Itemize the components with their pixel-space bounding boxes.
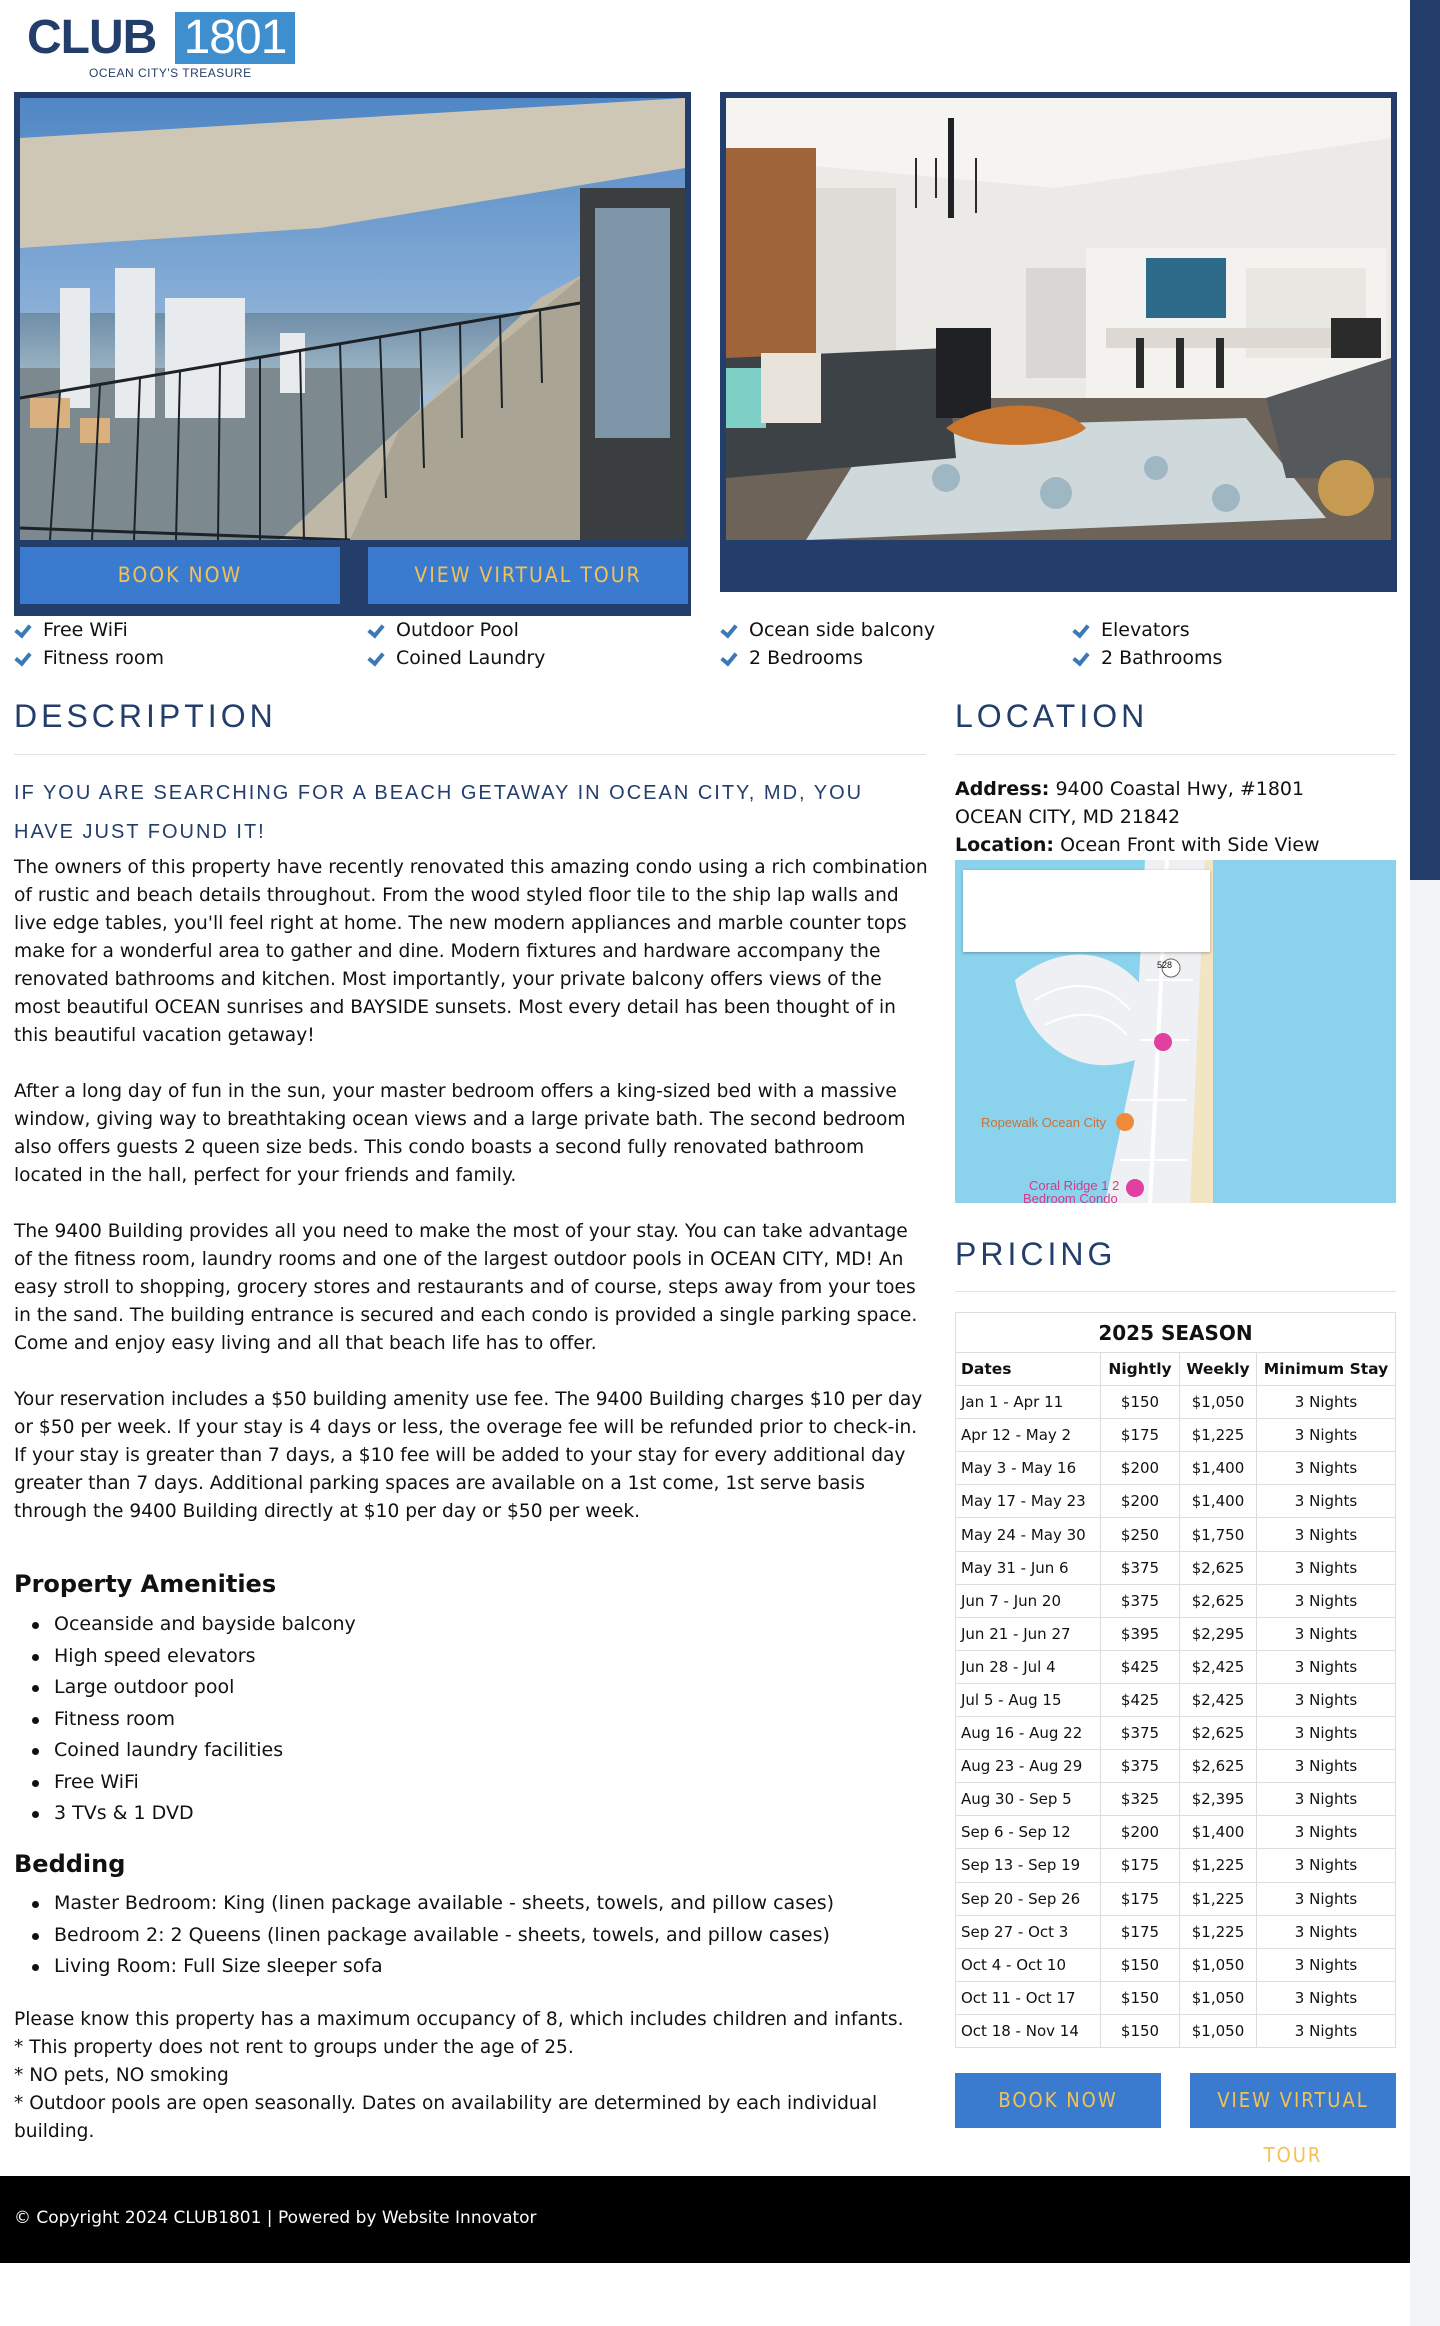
feature-column <box>720 616 1060 672</box>
address-line <box>955 775 1395 803</box>
weekly-cell: $2,425 <box>1180 1650 1257 1683</box>
weekly-cell: $1,225 <box>1180 1419 1257 1452</box>
list-item: 3 TVs & 1 DVD <box>14 1798 356 1830</box>
table-row <box>956 1386 1396 1419</box>
city-line: OCEAN CITY, MD 21842 <box>955 806 1181 828</box>
table-row <box>956 1617 1396 1650</box>
logo-club-text: CLUB <box>27 11 157 64</box>
table-row <box>956 1750 1396 1783</box>
nightly-cell: $250 <box>1101 1518 1180 1551</box>
dates-cell: May 24 - May 30 <box>956 1518 1101 1551</box>
list-item: High speed elevators <box>14 1641 356 1673</box>
hero-balcony-panel <box>14 92 691 616</box>
nightly-cell: $375 <box>1101 1551 1180 1584</box>
minimum-stay-cell: 3 Nights <box>1257 1551 1396 1584</box>
nightly-cell: $425 <box>1101 1650 1180 1683</box>
nightly-cell: $175 <box>1101 1915 1180 1948</box>
address-label: Address: <box>955 778 1050 800</box>
dates-cell: Apr 12 - May 2 <box>956 1419 1101 1452</box>
table-row <box>956 1783 1396 1816</box>
feature-item <box>1072 616 1412 644</box>
weekly-cell: $1,400 <box>1180 1485 1257 1518</box>
location-label: Location: <box>955 834 1055 856</box>
feature-item <box>1072 644 1412 672</box>
scrollbar-thumb[interactable] <box>1410 0 1440 880</box>
feature-label: 2 Bathrooms <box>1101 647 1223 669</box>
weekly-cell: $1,400 <box>1180 1452 1257 1485</box>
dates-cell: May 3 - May 16 <box>956 1452 1101 1485</box>
list-item: Large outdoor pool <box>14 1672 356 1704</box>
minimum-stay-cell: 3 Nights <box>1257 1386 1396 1419</box>
checkmark-icon <box>367 622 383 638</box>
feature-item <box>367 616 707 644</box>
map-info-card[interactable] <box>963 870 1210 952</box>
table-row <box>956 1882 1396 1915</box>
balcony-photo-image <box>20 98 685 540</box>
dates-cell: Oct 4 - Oct 10 <box>956 1948 1101 1981</box>
page-scrollbar[interactable] <box>1410 0 1440 2326</box>
feature-label: Outdoor Pool <box>396 619 519 641</box>
minimum-stay-cell: 3 Nights <box>1257 1584 1396 1617</box>
list-item: Coined laundry facilities <box>14 1735 356 1767</box>
amenities-heading: Property Amenities <box>14 1570 277 1598</box>
footer-copyright: © Copyright 2024 CLUB1801 | Powered by Website Innovator <box>14 2208 537 2228</box>
minimum-stay-cell: 3 Nights <box>1257 1915 1396 1948</box>
dates-cell: Jun 21 - Jun 27 <box>956 1617 1101 1650</box>
pricing-heading: PRICING <box>955 1236 1117 1272</box>
checkmark-icon <box>14 650 30 666</box>
map-condo-label-line1: Coral Ridge 1 2 <box>1029 1178 1120 1193</box>
feature-label: Coined Laundry <box>396 647 546 669</box>
description-paragraph: The owners of this property have recently renovated this amazing condo using a rich combination of rustic and beach details throughout. From the wood styled floor tile to the ship lap walls and live edge tables, you'll feel right at home. The new modern appliances and marble counter tops make for a wonderful area to gather and dine. Modern fixtures and hardware accompany the renovated bathrooms and kitchen. Most importantly, your private balcony offers views of the most beautiful OCEAN sunrises and BAYSIDE sunsets. Most every detail has been thought of in this beautiful vacation getaway! <box>14 857 928 1046</box>
feature-item <box>14 644 354 672</box>
minimum-stay-cell: 3 Nights <box>1257 1485 1396 1518</box>
map-route-label: 528 <box>1157 960 1173 970</box>
bedding-heading: Bedding <box>14 1850 126 1878</box>
table-row <box>956 1452 1396 1485</box>
table-row <box>956 1551 1396 1584</box>
feature-label: Ocean side balcony <box>749 619 936 641</box>
checkmark-icon <box>367 650 383 666</box>
divider <box>955 754 1396 755</box>
nightly-cell: $200 <box>1101 1485 1180 1518</box>
minimum-stay-cell: 3 Nights <box>1257 2014 1396 2047</box>
dates-cell: Oct 11 - Oct 17 <box>956 1981 1101 2014</box>
feature-label: Free WiFi <box>43 619 128 641</box>
dates-cell: May 31 - Jun 6 <box>956 1551 1101 1584</box>
description-heading: DESCRIPTION <box>14 698 277 734</box>
weekly-cell: $1,750 <box>1180 1518 1257 1551</box>
table-row <box>956 1816 1396 1849</box>
nightly-cell: $150 <box>1101 1386 1180 1419</box>
description-paragraph: The 9400 Building provides all you need to make the most of your stay. You can take advantage of the fitness room, laundry rooms and one of the largest outdoor pools in OCEAN CITY, MD! An easy stroll to shopping, grocery stores and restaurants and of course, steps away from your toes in the sand. The building entrance is secured and each condo is provided a single parking space. Come and enjoy easy living and all that beach life has to offer. <box>14 1221 918 1354</box>
list-item: Free WiFi <box>14 1767 356 1799</box>
list-item: Fitness room <box>14 1704 356 1736</box>
policy-note: Please know this property has a maximum occupancy of 8, which includes children and infants. <box>14 2009 904 2030</box>
description-paragraph: After a long day of fun in the sun, your master bedroom offers a king-sized bed with a massive window, giving way to breathtaking ocean views and a large private bath. The second bedroom also offers guests 2 queen size beds. This condo boasts a second fully renovated bathroom located in the hall, perfect for your friends and family. <box>14 1081 906 1186</box>
amenities-list <box>14 1609 356 1830</box>
column-header-minimum-stay: Minimum Stay <box>1257 1353 1396 1386</box>
feature-column <box>1072 616 1412 672</box>
nightly-cell: $395 <box>1101 1617 1180 1650</box>
pricing-table <box>955 1312 1396 2048</box>
minimum-stay-cell: 3 Nights <box>1257 1617 1396 1650</box>
living-room-photo-image <box>726 98 1391 540</box>
feature-checklist <box>14 616 1398 676</box>
policy-note: * This property does not rent to groups under the age of 25. <box>14 2037 574 2058</box>
weekly-cell: $1,225 <box>1180 1915 1257 1948</box>
feature-label: Elevators <box>1101 619 1190 641</box>
description-paragraph: Your reservation includes a $50 building amenity use fee. The 9400 Building charges $10 per day or $50 per week. If your stay is 4 days or less, the overage fee will be refunded prior to check-in. If your stay is greater than 7 days, a $10 fee will be added to your stay for every additional day greater than 7 days. Additional parking spaces are available on a 1st come, 1st serve basis through the 9400 Building directly at $10 per day or $50 per week. <box>14 1389 923 1522</box>
feature-column <box>14 616 354 672</box>
checkmark-icon <box>720 650 736 666</box>
nightly-cell: $175 <box>1101 1849 1180 1882</box>
minimum-stay-cell: 3 Nights <box>1257 1783 1396 1816</box>
hero-virtual-tour-button[interactable]: VIEW VIRTUAL TOUR <box>368 547 688 604</box>
dates-cell: Aug 30 - Sep 5 <box>956 1783 1101 1816</box>
location-map[interactable] <box>955 860 1396 1203</box>
column-header-dates: Dates <box>956 1353 1101 1386</box>
minimum-stay-cell: 3 Nights <box>1257 1816 1396 1849</box>
weekly-cell: $1,225 <box>1180 1849 1257 1882</box>
description-subtitle: IF YOU ARE SEARCHING FOR A BEACH GETAWAY IN OCEAN CITY, MD, YOU HAVE JUST FOUND IT! <box>14 782 864 843</box>
minimum-stay-cell: 3 Nights <box>1257 1419 1396 1452</box>
list-item: Oceanside and bayside balcony <box>14 1609 356 1641</box>
nightly-cell: $200 <box>1101 1452 1180 1485</box>
dates-cell: Jun 28 - Jul 4 <box>956 1650 1101 1683</box>
dates-cell: Sep 6 - Sep 12 <box>956 1816 1101 1849</box>
season-title: 2025 SEASON <box>956 1313 1396 1353</box>
table-row <box>956 1419 1396 1452</box>
nightly-cell: $375 <box>1101 1584 1180 1617</box>
weekly-cell: $1,050 <box>1180 1981 1257 2014</box>
nightly-cell: $175 <box>1101 1419 1180 1452</box>
bedding-list <box>14 1888 834 1983</box>
nightly-cell: $175 <box>1101 1882 1180 1915</box>
feature-item <box>367 644 707 672</box>
hero-living-room-panel <box>720 92 1397 592</box>
table-row <box>956 1948 1396 1981</box>
weekly-cell: $2,425 <box>1180 1683 1257 1716</box>
location-value: Ocean Front with Side View <box>1060 834 1320 856</box>
nightly-cell: $200 <box>1101 1816 1180 1849</box>
site-footer <box>0 2176 1410 2263</box>
feature-item <box>720 616 1060 644</box>
dates-cell: Aug 16 - Aug 22 <box>956 1717 1101 1750</box>
feature-column <box>367 616 707 672</box>
table-row <box>956 1849 1396 1882</box>
dates-cell: Oct 18 - Nov 14 <box>956 2014 1101 2047</box>
logo-number-badge: 1801 <box>175 12 295 64</box>
checkmark-icon <box>14 622 30 638</box>
feature-item <box>14 616 354 644</box>
policy-note: * Outdoor pools are open seasonally. Dates on availability are determined by each individual building. <box>14 2093 878 2142</box>
list-item: Bedroom 2: 2 Queens (linen package available - sheets, towels, and pillow cases) <box>14 1920 834 1952</box>
site-logo[interactable] <box>27 8 295 82</box>
dates-cell: Jun 7 - Jun 20 <box>956 1584 1101 1617</box>
checkmark-icon <box>1072 650 1088 666</box>
minimum-stay-cell: 3 Nights <box>1257 1717 1396 1750</box>
column-header-nightly: Nightly <box>1101 1353 1180 1386</box>
policy-note: * NO pets, NO smoking <box>14 2065 229 2086</box>
dates-cell: Aug 23 - Aug 29 <box>956 1750 1101 1783</box>
checkmark-icon <box>720 622 736 638</box>
hero-book-now-button[interactable]: BOOK NOW <box>20 547 340 604</box>
dates-cell: Sep 13 - Sep 19 <box>956 1849 1101 1882</box>
table-row <box>956 2014 1396 2047</box>
minimum-stay-cell: 3 Nights <box>1257 1650 1396 1683</box>
address-value: 9400 Coastal Hwy, #1801 <box>1055 778 1305 800</box>
dates-cell: Jan 1 - Apr 11 <box>956 1386 1101 1419</box>
table-row <box>956 1915 1396 1948</box>
minimum-stay-cell: 3 Nights <box>1257 1683 1396 1716</box>
nightly-cell: $375 <box>1101 1750 1180 1783</box>
logo-tagline: OCEAN CITY'S TREASURE <box>89 66 252 80</box>
nightly-cell: $150 <box>1101 2014 1180 2047</box>
address-block <box>955 775 1395 859</box>
minimum-stay-cell: 3 Nights <box>1257 1882 1396 1915</box>
nightly-cell: $375 <box>1101 1717 1180 1750</box>
pricing-book-now-button[interactable]: BOOK NOW <box>955 2073 1161 2128</box>
policy-notes <box>14 2006 928 2146</box>
weekly-cell: $2,625 <box>1180 1717 1257 1750</box>
balcony-photo <box>20 98 685 540</box>
minimum-stay-cell: 3 Nights <box>1257 1518 1396 1551</box>
list-item: Master Bedroom: King (linen package available - sheets, towels, and pillow cases) <box>14 1888 834 1920</box>
table-row <box>956 1485 1396 1518</box>
location-heading: LOCATION <box>955 698 1149 734</box>
dates-cell: May 17 - May 23 <box>956 1485 1101 1518</box>
nightly-cell: $150 <box>1101 1948 1180 1981</box>
weekly-cell: $2,625 <box>1180 1551 1257 1584</box>
table-row <box>956 1518 1396 1551</box>
living-room-photo <box>726 98 1391 540</box>
table-row <box>956 1650 1396 1683</box>
weekly-cell: $1,050 <box>1180 2014 1257 2047</box>
dates-cell: Jul 5 - Aug 15 <box>956 1683 1101 1716</box>
feature-item <box>720 644 1060 672</box>
minimum-stay-cell: 3 Nights <box>1257 1750 1396 1783</box>
table-row <box>956 1717 1396 1750</box>
table-row <box>956 1683 1396 1716</box>
weekly-cell: $1,050 <box>1180 1948 1257 1981</box>
minimum-stay-cell: 3 Nights <box>1257 1948 1396 1981</box>
checkmark-icon <box>1072 622 1088 638</box>
nightly-cell: $325 <box>1101 1783 1180 1816</box>
nightly-cell: $150 <box>1101 1981 1180 2014</box>
location-line <box>955 831 1395 859</box>
minimum-stay-cell: 3 Nights <box>1257 1849 1396 1882</box>
weekly-cell: $2,295 <box>1180 1617 1257 1650</box>
feature-label: 2 Bedrooms <box>749 647 863 669</box>
minimum-stay-cell: 3 Nights <box>1257 1981 1396 2014</box>
map-condo-label-line2: Bedroom Condo <box>1023 1191 1118 1203</box>
weekly-cell: $2,625 <box>1180 1584 1257 1617</box>
table-row <box>956 1981 1396 2014</box>
weekly-cell: $1,400 <box>1180 1816 1257 1849</box>
weekly-cell: $2,625 <box>1180 1750 1257 1783</box>
table-row <box>956 1584 1396 1617</box>
dates-cell: Sep 20 - Sep 26 <box>956 1882 1101 1915</box>
dates-cell: Sep 27 - Oct 3 <box>956 1915 1101 1948</box>
divider <box>14 754 926 755</box>
feature-label: Fitness room <box>43 647 164 669</box>
divider <box>955 1291 1396 1292</box>
weekly-cell: $2,395 <box>1180 1783 1257 1816</box>
nightly-cell: $425 <box>1101 1683 1180 1716</box>
weekly-cell: $1,225 <box>1180 1882 1257 1915</box>
weekly-cell: $1,050 <box>1180 1386 1257 1419</box>
column-header-weekly: Weekly <box>1180 1353 1257 1386</box>
list-item: Living Room: Full Size sleeper sofa <box>14 1951 834 1983</box>
map-resort-label: Ropewalk Ocean City <box>981 1115 1106 1130</box>
minimum-stay-cell: 3 Nights <box>1257 1452 1396 1485</box>
description-body <box>14 854 928 1554</box>
pricing-rows <box>956 1386 1396 2048</box>
pricing-virtual-tour-button[interactable]: VIEW VIRTUAL TOUR <box>1190 2073 1396 2128</box>
